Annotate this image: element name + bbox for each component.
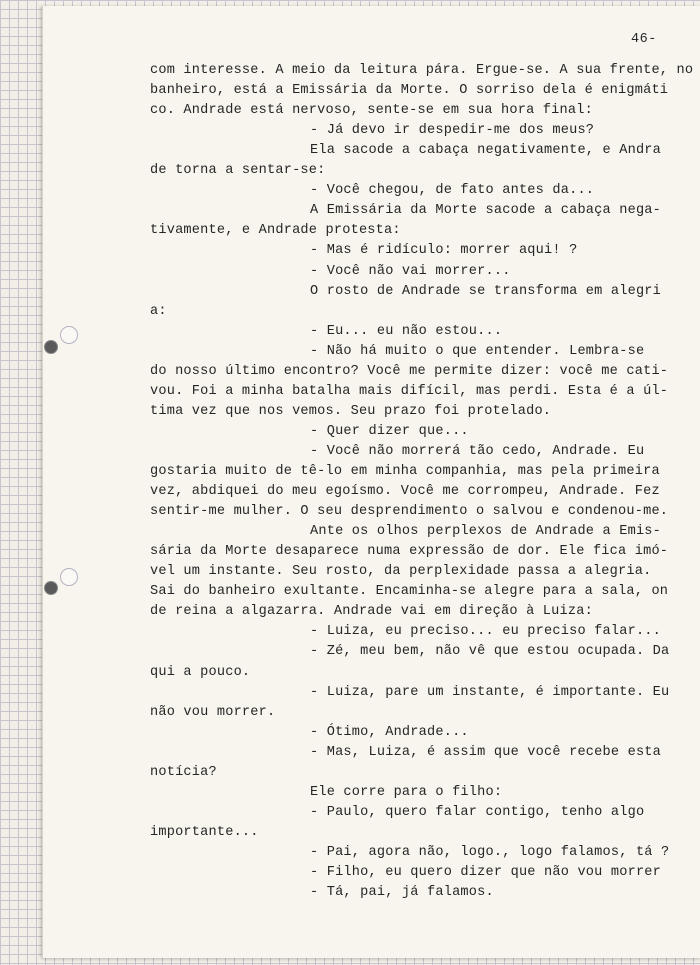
typed-line: gostaria muito de tê-lo em minha companhia, mas pela primeira — [150, 464, 660, 479]
typed-line: - Já devo ir despedir-me dos meus? — [310, 123, 595, 139]
typed-line: vel um instante. Seu rosto, da perplexidade passa a alegria. — [150, 564, 652, 580]
typed-line: de reina a algazarra. Andrade vai em direção à Luiza: — [150, 604, 593, 620]
typed-line: - Luiza, pare um instante, é importante. Eu — [310, 684, 670, 700]
typed-line: do nosso último encontro? Você me permite dizer: você me cati- — [150, 363, 669, 379]
typed-line: - Mas, Luiza, é assim que você recebe esta — [310, 744, 662, 760]
typed-line: Ele corre para o filho: — [310, 784, 503, 800]
typed-line: qui a pouco. — [150, 664, 251, 680]
typed-line: A Emissária da Morte sacode a cabaça nega- — [310, 203, 662, 219]
typed-line: Ela sacode a cabaça negativamente, e Andra — [310, 143, 662, 159]
typed-line: notícia? — [150, 764, 217, 780]
typed-line: a: — [150, 303, 167, 319]
typed-line: - Mas é ridículo: morrer aqui! ? — [310, 243, 578, 259]
typed-line: importante... — [150, 824, 259, 840]
typed-line: - Luiza, eu preciso... eu preciso falar... — [310, 624, 662, 640]
typed-line: Sai do banheiro exultante. Encaminha-se alegre para a sala, on — [150, 584, 669, 600]
typed-line: - Você não vai morrer... — [310, 263, 511, 279]
typed-line: de torna a sentar-se: — [150, 163, 326, 179]
typed-line: sentir-me mulher. O seu desprendimento o salvou e condenou-me. — [150, 504, 669, 520]
typed-line: - Você chegou, de fato antes da... — [310, 183, 595, 199]
typed-line: com interesse. A meio da leitura pára. Ergue-se. A sua frente, no — [150, 63, 694, 78]
typed-line: - Pai, agora não, logo., logo falamos, tá ? — [310, 844, 670, 860]
typed-line: - Quer dizer que... — [310, 423, 469, 439]
typed-line: não vou morrer. — [150, 704, 276, 720]
typed-line: - Eu... eu não estou... — [310, 323, 503, 339]
typed-line: - Tá, pai, já falamos. — [310, 885, 494, 901]
punch-hole-ring-lower — [60, 568, 78, 586]
typed-line: banheiro, está a Emissária da Morte. O sorriso dela é enigmáti — [150, 83, 669, 99]
typed-line: - Você não morrerá tão cedo, Andrade. Eu — [310, 443, 645, 459]
page-number: 46- — [631, 32, 657, 47]
typed-line: Ante os olhos perplexos de Andrade a Emis- — [310, 524, 662, 540]
punch-hole-ring-upper — [60, 326, 78, 344]
typed-line: - Ótimo, Andrade... — [310, 724, 469, 740]
typed-line: O rosto de Andrade se transforma em alegri — [310, 283, 662, 299]
typed-line: vou. Foi a minha batalha mais difícil, mas perdi. Esta é a úl- — [150, 383, 669, 399]
punch-hole-upper — [45, 341, 57, 353]
typed-line: - Não há muito o que entender. Lembra-se — [310, 343, 645, 359]
typed-line: vez, abdiquei do meu egoísmo. Você me corrompeu, Andrade. Fez — [150, 484, 660, 500]
typed-line: tivamente, e Andrade protesta: — [150, 223, 401, 239]
typed-page — [42, 6, 700, 958]
typed-line: - Filho, eu quero dizer que não vou morrer — [310, 865, 662, 880]
typed-line: co. Andrade está nervoso, sente-se em sua hora final: — [150, 103, 593, 119]
typed-line: sária da Morte desaparece numa expressão de dor. Ele fica imó- — [150, 544, 669, 560]
typed-line: - Paulo, quero falar contigo, tenho algo — [310, 804, 645, 820]
typed-line: - Zé, meu bem, não vê que estou ocupada. Da — [310, 644, 670, 660]
typed-line: tima vez que nos vemos. Seu prazo foi protelado. — [150, 403, 552, 419]
punch-hole-lower — [45, 582, 57, 594]
